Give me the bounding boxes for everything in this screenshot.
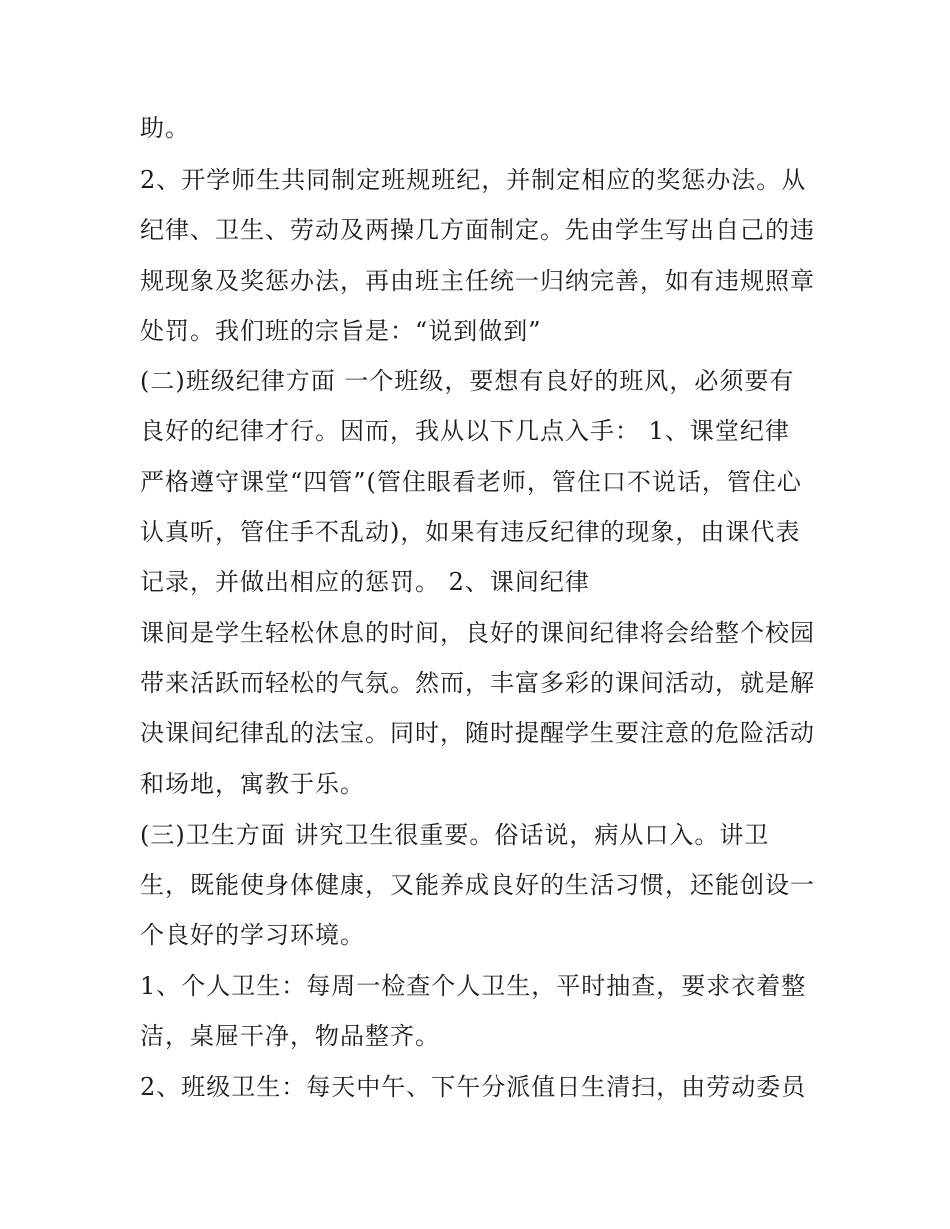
text-line: 严格遵守课堂“四管”(管住眼看老师，管住口不说话，管住心	[140, 468, 802, 496]
text-line: 规现象及奖惩办法，再由班主任统一归纳完善，如有违规照章	[140, 267, 815, 295]
text-line: 和场地，寓教于乐。	[140, 770, 365, 798]
text-line: 助。	[140, 114, 190, 142]
text-line: 纪律、卫生、劳动及两操几方面制定。先由学生写出自己的违	[140, 216, 815, 244]
text-line: 课间是学生轻松休息的时间，良好的课间纪律将会给整个校园	[140, 619, 815, 647]
text-line: (二)班级纪律方面 一个班级，要想有良好的班风，必须要有	[140, 367, 795, 395]
text-line: 生，既能使身体健康，又能养成良好的生活习惯，还能创设一	[140, 871, 815, 899]
text-line: 良好的纪律才行。因而，我从以下几点入手： 1、课堂纪律	[140, 417, 790, 445]
text-line: (三)卫生方面 讲究卫生很重要。俗话说，病从口入。讲卫	[140, 821, 770, 849]
text-line: 1、个人卫生：每周一检查个人卫生，平时抽查，要求衣着整	[140, 972, 807, 1000]
text-line: 记录，并做出相应的惩罚。 2、课间纪律	[140, 568, 590, 596]
text-line: 认真听，管住手不乱动)，如果有违反纪律的现象，由课代表	[140, 518, 801, 546]
text-line: 决课间纪律乱的法宝。同时，随时提醒学生要注意的危险活动	[140, 719, 815, 747]
text-line: 2、开学师生共同制定班规班纪，并制定相应的奖惩办法。从	[140, 166, 807, 194]
text-line: 处罚。我们班的宗旨是：“说到做到”	[140, 317, 542, 345]
text-line: 带来活跃而轻松的气氛。然而，丰富多彩的课间活动，就是解	[140, 669, 815, 697]
text-line: 2、班级卫生：每天中午、下午分派值日生清扫，由劳动委员	[140, 1073, 807, 1101]
text-line: 个良好的学习环境。	[140, 921, 365, 949]
text-line: 洁，桌屉干净，物品整齐。	[140, 1022, 440, 1050]
